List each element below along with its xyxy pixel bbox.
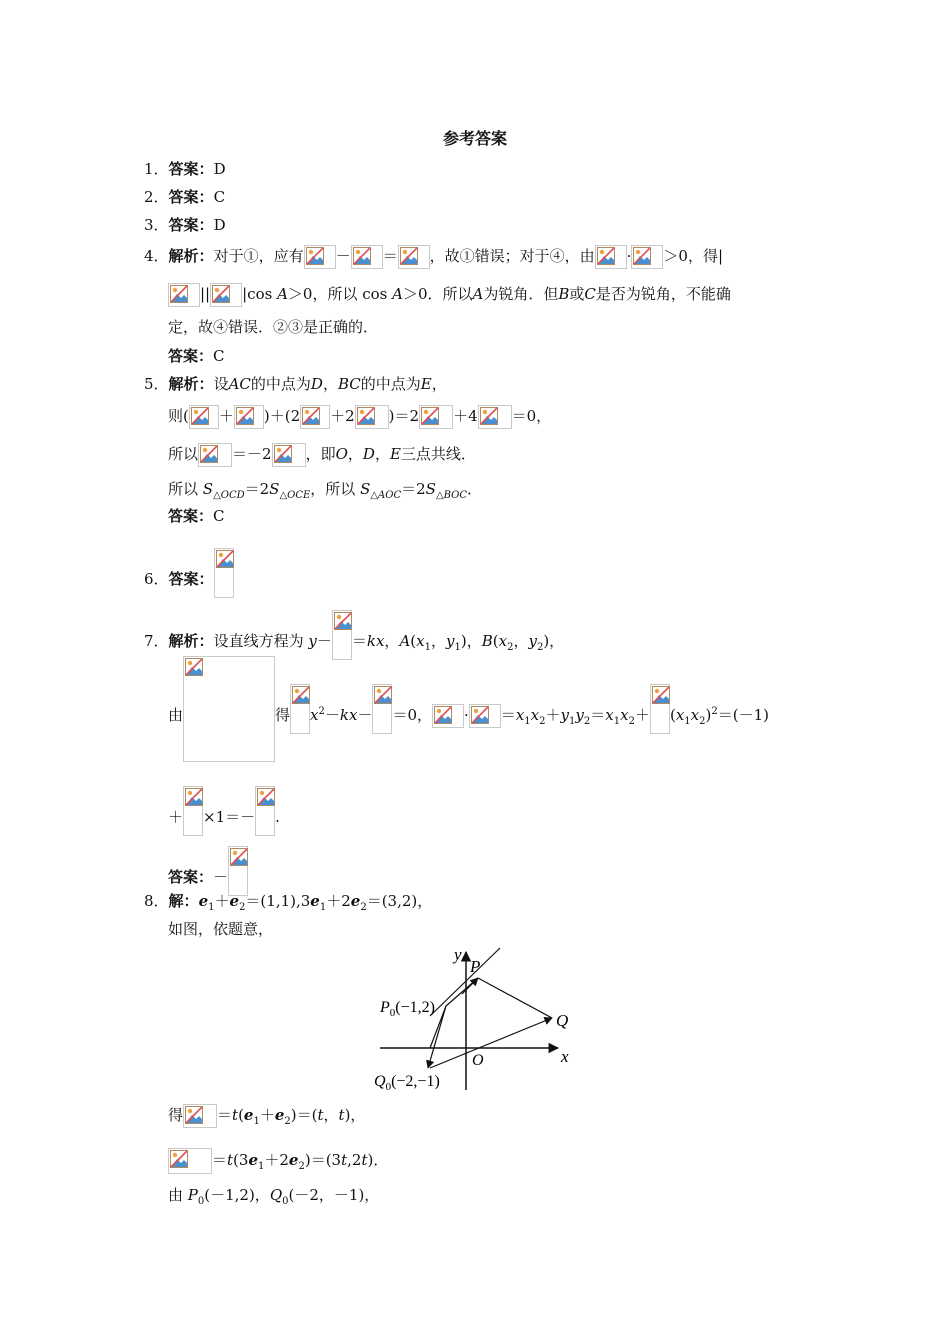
text: (－1,2)， [204,1186,270,1204]
text: (－2，－1)， [288,1186,380,1204]
var: t [341,1151,348,1169]
var: P [187,1186,198,1204]
text: ＋ [218,407,234,425]
q0-label: $Q_0(-2,-1)$ [374,1073,440,1090]
subscript: 1 [524,716,531,727]
text: 或 [569,285,585,303]
text: ， [322,375,338,393]
analysis-5-line-2 [168,405,551,429]
formula-image-icon [210,283,242,307]
subscript: 2 [699,716,706,727]
var: A [399,632,411,650]
var: x [498,632,508,650]
text: )， [344,1106,366,1124]
subscript: △AOC [370,490,402,501]
var: e [288,1151,299,1169]
text: ，即 [305,445,336,463]
analysis-5-line-1 [144,373,447,395]
formula-image-icon [650,684,670,734]
var: A [392,285,403,303]
text: ( [669,706,676,724]
text: ＝ [351,632,367,650]
text: ， [431,375,447,393]
answer-label: 答案： [168,216,214,234]
var: B [481,632,493,650]
var: E [389,445,401,463]
text: ( [410,632,417,650]
text: ( [492,632,499,650]
text: ． [467,480,483,498]
formula-image-icon [631,245,663,269]
text: )＋(2 [263,407,301,425]
formula-image-icon [183,786,203,836]
answer-label: 答案： [168,347,214,365]
subscript: 1 [613,716,621,727]
text: )＝2 [388,407,420,425]
broken-image-glyph [274,445,292,463]
text: ( [238,1106,244,1124]
var: x [530,706,540,724]
point-p-label: P [470,957,481,976]
text: ＝ [217,1106,233,1124]
text: ＝(1,1),3 [245,892,311,910]
broken-image-glyph [191,407,209,425]
broken-image-glyph [306,247,324,265]
var: y [528,632,537,650]
var: t [338,1106,345,1124]
solution-8-line-4 [168,1148,388,1178]
text: 则( [168,407,189,425]
broken-image-glyph [170,285,188,303]
path-line [430,948,500,1016]
subscript: 2 [628,716,635,727]
var: e [198,892,209,910]
answer-value: D [213,216,226,234]
broken-image-glyph [292,686,310,704]
item-number: 8． [144,892,169,910]
answer-label: 答案： [168,507,214,525]
var: O [335,445,348,463]
text: )＝( [290,1106,318,1124]
answer-3 [144,214,226,236]
subscript: 1 [684,716,691,727]
vector-diagram [370,944,580,1090]
formula-image-icon [198,443,232,467]
text: 为锐角．但 [483,285,559,303]
analysis-label: 解析： [168,375,214,393]
subscript: 2 [507,642,514,653]
text: 由 [168,706,184,724]
subscript: 1 [454,642,461,653]
broken-image-glyph [185,1106,203,1124]
item-number: 4． [144,247,169,265]
y-axis-label: y [454,945,462,964]
subscript: 1 [208,902,215,913]
p-vector [462,978,478,994]
formula-image-icon [189,405,219,429]
solution-label: 解： [168,892,199,910]
text: 的中点为 [250,375,311,393]
text: 设直线方程为 [213,632,309,650]
var: y [560,706,569,724]
solution-8-line-2: 如图，依题意， [168,920,274,938]
q-vector [430,1018,552,1068]
answer-label: 答案： [168,188,214,206]
text: ，故①错误；对于④，由 [429,247,595,265]
var: E [420,375,432,393]
broken-image-glyph [334,612,352,630]
text: 的中点为 [360,375,421,393]
text: )， [460,632,482,650]
var: y [575,706,584,724]
var: D [362,445,375,463]
answer-label: 答案： [168,868,214,886]
text: ＋4 [453,407,478,425]
analysis-7-line-1 [144,610,564,660]
var: kx [339,706,358,724]
pq-segment [478,978,552,1018]
text: ， [374,445,390,463]
answer-4 [168,345,225,367]
answer-value: C [213,507,225,525]
text: ， [430,632,446,650]
subscript: 2 [583,716,591,727]
answer-value: C [213,347,225,365]
analysis-4-line-3: 定，故④错误．②③是正确的． [168,318,379,336]
text: ＞0．所以 [402,285,473,303]
text: 得 [168,1106,184,1124]
var: S [269,480,280,498]
formula-image-icon [469,704,501,728]
var: x [310,706,319,724]
text: ,2 [347,1151,362,1169]
text: ＋2 [326,892,351,910]
subscript: 2 [536,642,544,653]
answer-7 [168,846,248,896]
formula-image-icon [351,245,383,269]
item-number: 3． [144,216,169,234]
text: ， [513,632,529,650]
subscript: 2 [239,902,246,913]
var: t [361,1151,368,1169]
text: ＞0，所以 cos [287,285,393,303]
superscript: 2 [711,706,718,717]
broken-image-glyph [200,445,218,463]
var: A [472,285,484,303]
formula-image-icon [290,684,310,734]
broken-image-glyph [652,686,670,704]
var: C [584,285,596,303]
text: . [275,808,280,826]
answer-2 [144,186,225,208]
text: － [335,247,351,265]
solution-8-line-5 [168,1184,379,1213]
text: ＋ [259,1106,275,1124]
subscript: △BOC [435,490,468,501]
formula-image-icon [304,245,336,269]
broken-image-glyph [257,788,275,806]
text: ＝ [590,706,606,724]
subscript: 2 [284,1116,291,1127]
var: x [605,706,614,724]
var: e [229,892,240,910]
text: 由 [168,1186,188,1204]
var: t [317,1106,324,1124]
superscript: 2 [318,706,325,717]
solution-8-line-3 [168,1104,365,1133]
text: ＝(3,2)， [366,892,433,910]
item-number: 2． [144,188,169,206]
var: t [232,1106,239,1124]
text: 所以 [168,480,203,498]
subscript: 1 [319,902,327,913]
formula-image-icon [398,245,430,269]
text: ＋2 [330,407,355,425]
text: |cos [242,285,278,303]
answer-6 [144,548,234,598]
text: (3 [233,1151,249,1169]
item-number: 7． [144,632,169,650]
formula-image-icon [419,405,453,429]
text: ＝ [500,706,516,724]
text: － [316,632,332,650]
analysis-5-line-3 [168,443,476,467]
text: － [357,706,373,724]
text: )． [367,1151,389,1169]
text: ＝2 [401,480,426,498]
text: ， [347,445,363,463]
text: ×1＝－ [203,808,256,826]
text: )， [543,632,565,650]
analysis-label: 解析： [168,247,214,265]
formula-image-icon [183,1104,217,1128]
var: B [558,285,570,303]
text: － [324,706,340,724]
formula-image-icon [272,443,306,467]
subscript: 0 [282,1196,289,1207]
text: 设 [213,375,229,393]
text: － [213,868,229,886]
var: S [425,480,436,498]
analysis-4-line-2 [168,283,731,307]
subscript: 0 [197,1196,205,1207]
text: ， [323,1106,339,1124]
subscript: △OCD [213,490,245,501]
formula-image-icon [432,704,464,728]
analysis-7-line-3 [168,786,280,836]
broken-image-glyph [480,407,498,425]
formula-image-icon [300,405,330,429]
solution-8-line-1 [144,890,432,919]
broken-image-glyph [185,658,203,676]
var: Q [269,1186,283,1204]
broken-image-glyph [471,706,489,724]
var: e [350,892,361,910]
formula-image-icon [183,656,275,762]
var: x [416,632,425,650]
text: || [200,285,211,303]
formula-image-icon [355,405,389,429]
formula-image-icon [372,684,392,734]
x-axis-label: x [561,1047,569,1066]
analysis-label: 解析： [168,632,214,650]
text: ＝(－1) [717,706,769,724]
var: S [360,480,371,498]
var: y [446,632,455,650]
text: ＝0， [511,407,552,425]
var: e [248,1151,258,1169]
answer-5 [168,505,225,527]
analysis-7-line-2 [168,656,769,762]
origin-label: O [472,1052,484,1069]
subscript: 1 [253,1116,260,1127]
answer-1 [144,158,226,180]
var: BC [337,375,361,393]
page-title: 参考答案 [442,129,507,148]
text: ＋ [634,706,650,724]
subscript: △OCE [279,490,311,501]
subscript: 2 [298,1161,305,1172]
item-number: 1． [144,160,169,178]
text: 是否为锐角，不能确 [595,285,731,303]
text: ＝ [382,247,398,265]
var: kx [366,632,385,650]
text: ＝2 [244,480,270,498]
broken-image-glyph [185,788,203,806]
subscript: 1 [424,642,431,653]
answer-label: 答案： [168,570,214,588]
broken-image-glyph [434,706,452,724]
answer-value: C [213,188,226,206]
var: e [243,1106,254,1124]
text: ＝ [212,1151,228,1169]
text: ＞0，得| [663,247,724,265]
var: D [310,375,323,393]
subscript: 2 [360,902,367,913]
broken-image-glyph [597,247,615,265]
broken-image-glyph [421,407,439,425]
var: x [675,706,685,724]
broken-image-glyph [230,848,248,866]
formula-image-icon [332,610,352,660]
var: A [277,285,288,303]
p0-label: $P_0(-1,2)$ [380,999,435,1019]
text: ，所以 [310,480,361,498]
formula-image-icon [228,846,248,896]
text: )＝(3 [304,1151,342,1169]
subscript: 2 [539,716,546,727]
answer-value: D [213,160,226,178]
text: 对于①，应有 [213,247,304,265]
var: x [620,706,629,724]
formula-image-icon [234,405,264,429]
text: 得 [275,706,291,724]
item-number: 6． [144,570,169,588]
text: 所以 [168,445,199,463]
formula-image-icon [595,245,627,269]
var: AC [228,375,251,393]
broken-image-glyph [400,247,418,265]
broken-image-glyph [353,247,371,265]
var: x [515,706,525,724]
item-number: 5． [144,375,169,393]
broken-image-glyph [374,686,392,704]
var: S [202,480,214,498]
text: ， [384,632,400,650]
broken-image-glyph [633,247,651,265]
text: ＋ [214,892,230,910]
formula-image-icon [478,405,512,429]
text: ) [705,706,712,724]
analysis-4-line-1 [144,245,723,269]
point-q-label: Q [556,1011,569,1030]
broken-image-glyph [216,550,234,568]
var: e [274,1106,285,1124]
formula-image-icon [168,283,200,307]
var: y [308,632,317,650]
text: ＋ [545,706,561,724]
var: e [310,892,320,910]
text: ＋ [168,808,184,826]
text: · [626,247,632,265]
answer-label: 答案： [168,160,214,178]
formula-image-icon [168,1148,212,1174]
broken-image-glyph [236,407,254,425]
formula-image-icon [214,548,234,598]
var: t [227,1151,234,1169]
text: ＝0， [392,706,433,724]
broken-image-glyph [302,407,320,425]
text: · [464,706,469,724]
broken-image-glyph [357,407,375,425]
text: 三点共线． [400,445,476,463]
var: x [690,706,700,724]
formula-image-icon [255,786,275,836]
text: ＋2 [264,1151,289,1169]
broken-image-glyph [170,1150,188,1168]
subscript: 1 [258,1161,265,1172]
analysis-5-line-4 [168,478,482,507]
subscript: 1 [569,716,576,727]
broken-image-glyph [212,285,230,303]
text: ＝－2 [232,445,272,463]
